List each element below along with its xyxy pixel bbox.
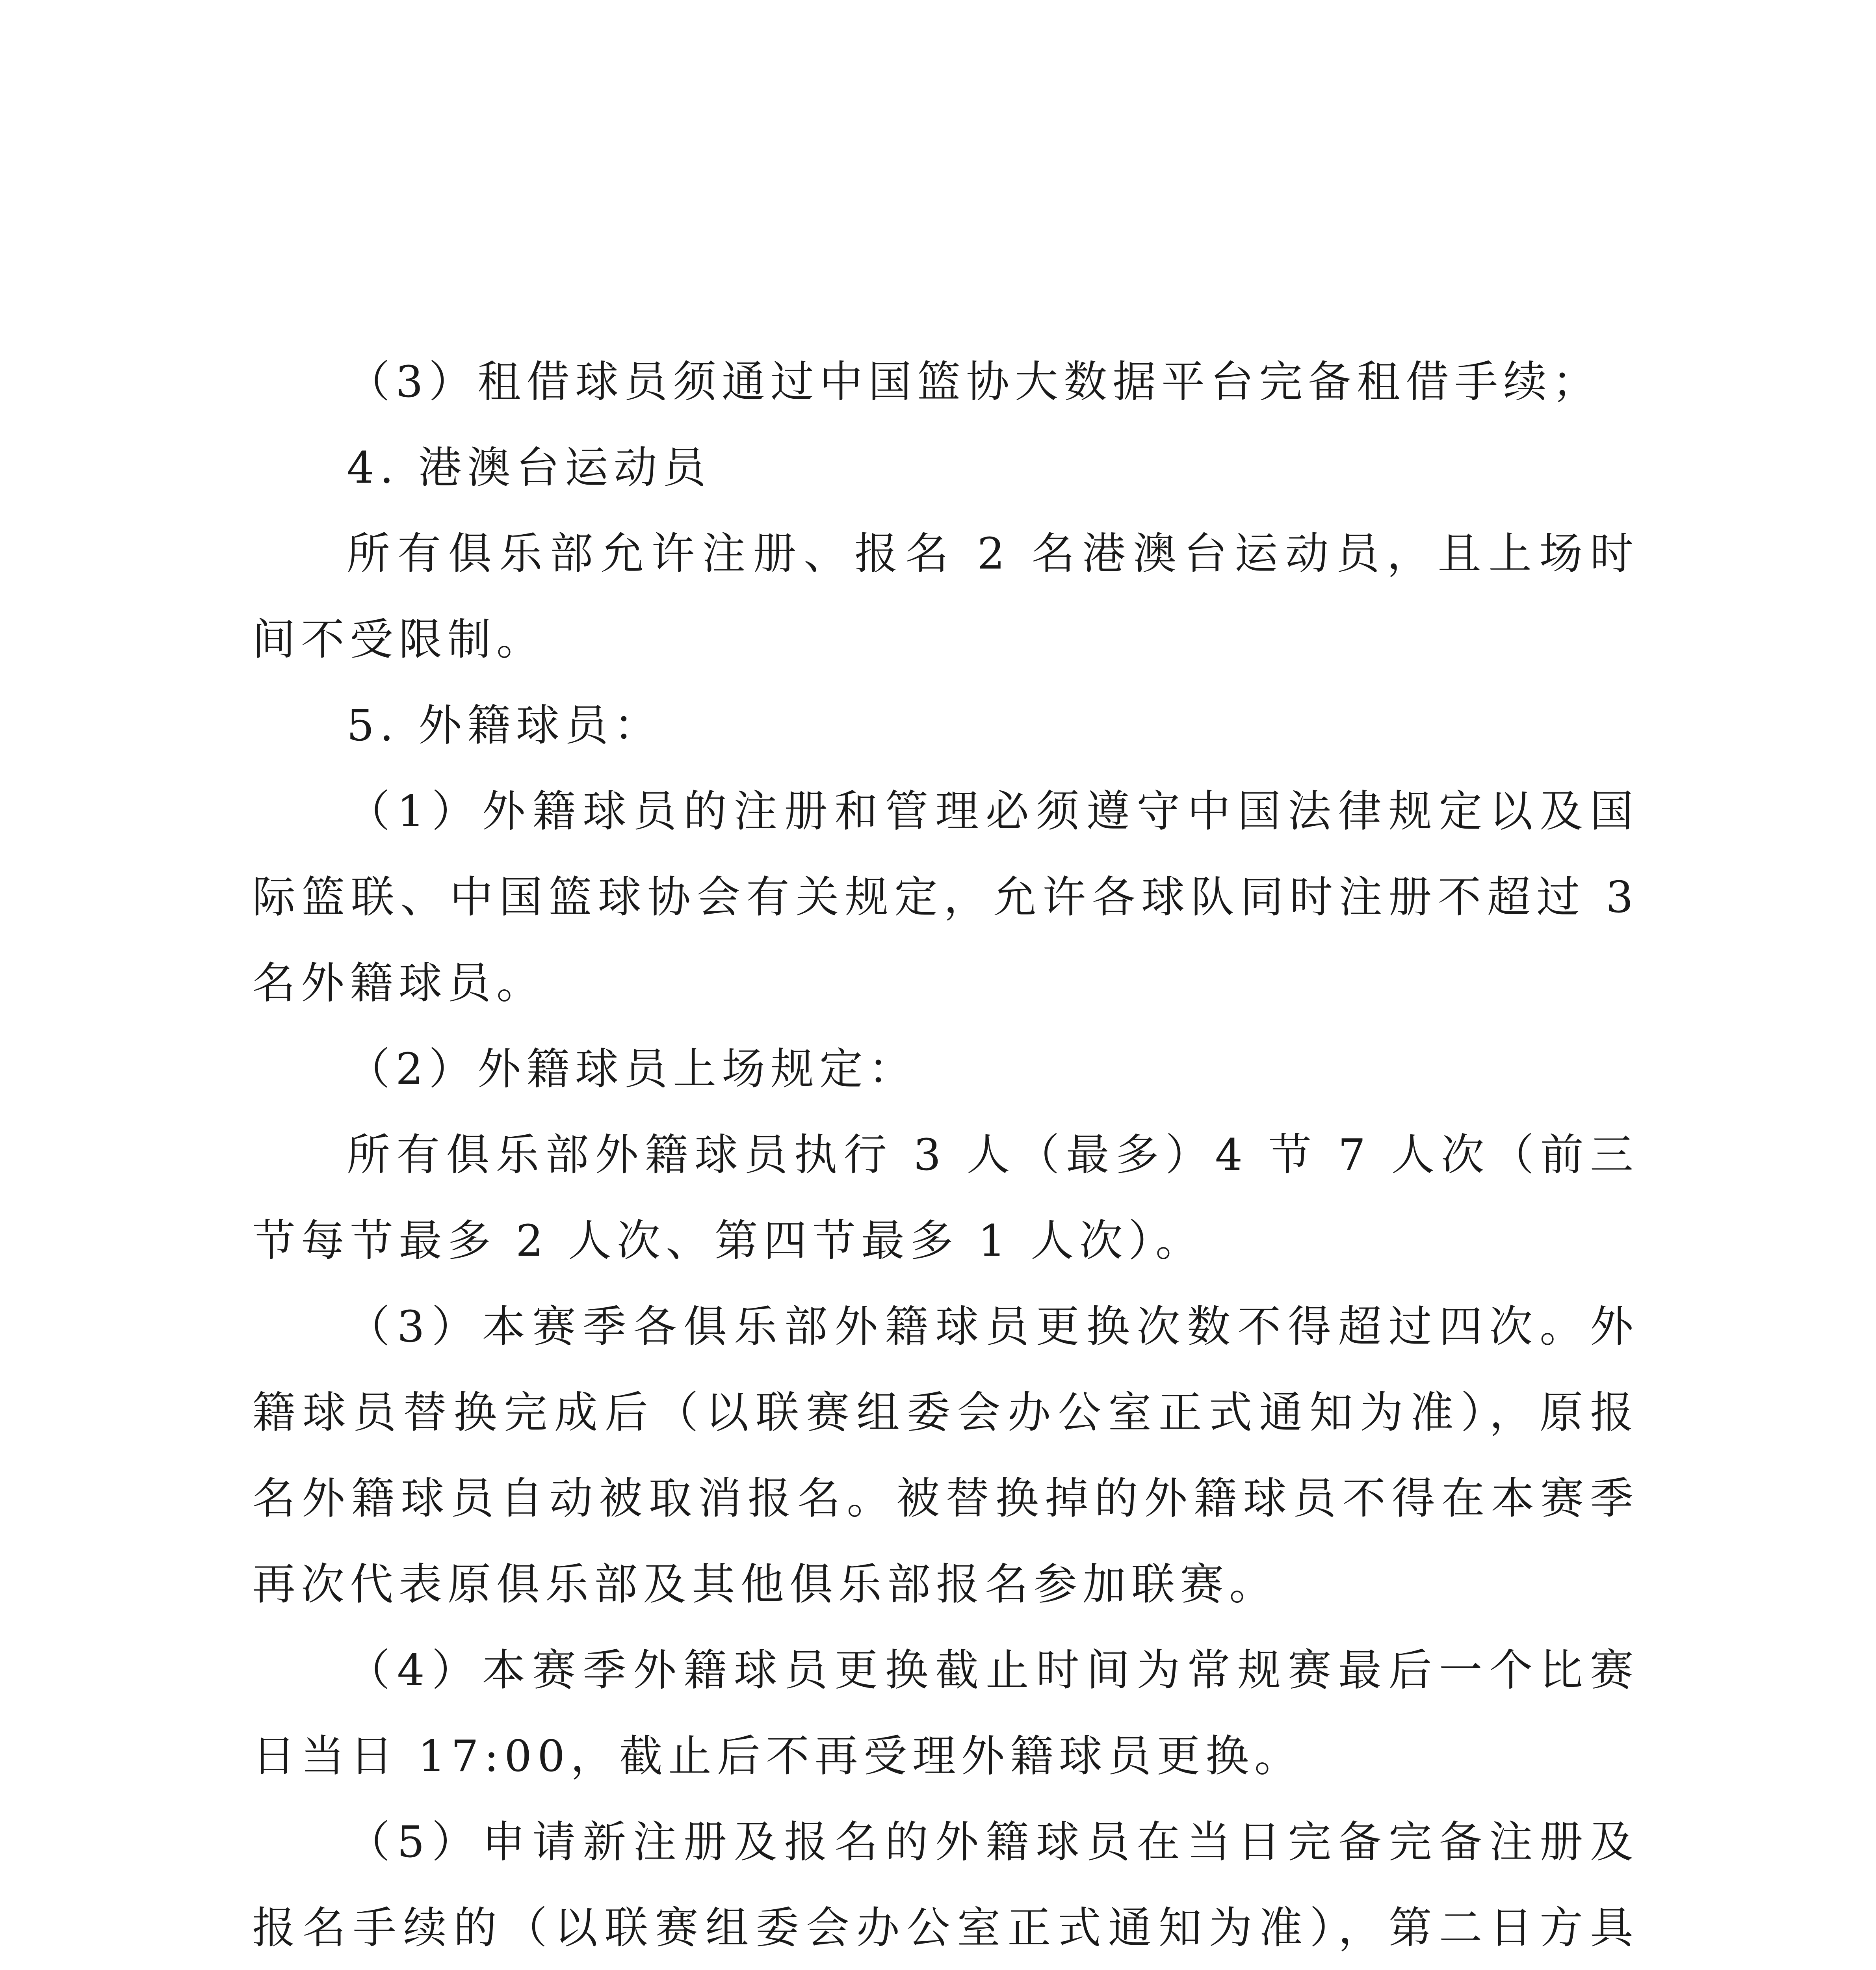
heading-hk-macao-taiwan-athletes: 4. 港澳台运动员 [347, 442, 711, 493]
document-body [252, 339, 1639, 1970]
paragraph-new-registration-eligibility: （5）申请新注册及报名的外籍球员在当日完备完备注册及报名手续的（以联赛组委会办公室正式通知为准），第二日方具 [252, 1817, 1639, 1953]
heading-foreign-players: 5. 外籍球员： [347, 700, 663, 751]
paragraph-loan-players: （3）租借球员须通过中国篮协大数据平台完备租借手续； [347, 357, 1601, 407]
paragraph-foreign-playing-rules-heading: （2）外籍球员上场规定： [347, 1044, 917, 1094]
paragraph-foreign-registration: （1）外籍球员的注册和管理必须遵守中国法律规定以及国际篮联、中国篮球协会有关规定，允许各球队同时注册不超过 3 名外籍球员。 [252, 786, 1639, 1008]
paragraph-hk-macao-taiwan-registration: 所有俱乐部允许注册、报名 2 名港澳台运动员，且上场时间不受限制。 [252, 528, 1639, 665]
paragraph-foreign-replacement: （3）本赛季各俱乐部外籍球员更换次数不得超过四次。外籍球员替换完成后（以联赛组委会办公室正式通知为准），原报名外籍球员自动被取消报名。被替换掉的外籍球员不得在本赛季再次代表原俱乐部及其他俱乐部报名参加联赛。 [252, 1301, 1639, 1609]
paragraph-foreign-playing-rules: 所有俱乐部外籍球员执行 3 人（最多）4 节 7 人次（前三节每节最多 2 人次、第四节最多 1 人次）。 [252, 1130, 1639, 1266]
paragraph-replacement-deadline: （4）本赛季外籍球员更换截止时间为常规赛最后一个比赛日当日 17:00，截止后不再受理外籍球员更换。 [252, 1645, 1639, 1781]
